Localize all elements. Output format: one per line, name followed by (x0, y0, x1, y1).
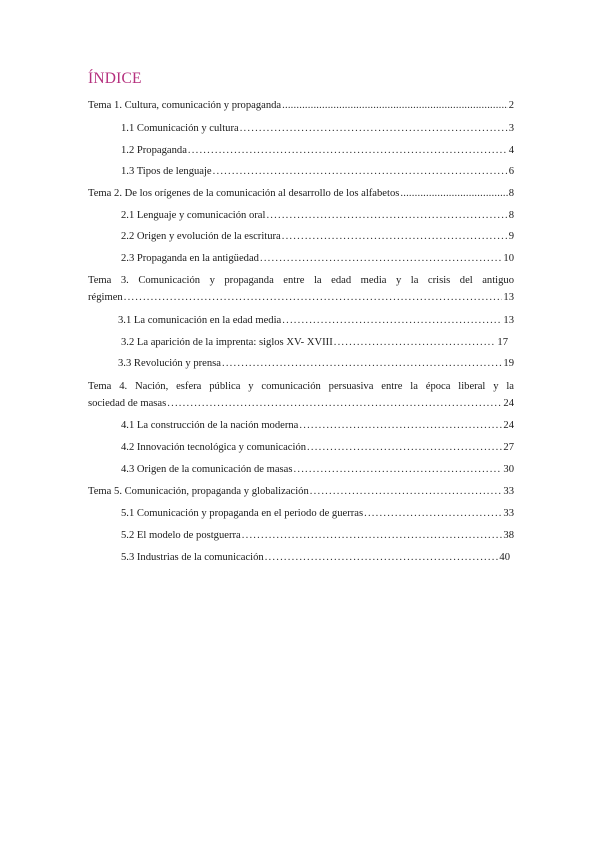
toc-page-number: 24 (503, 398, 514, 409)
toc-leader (260, 251, 502, 267)
toc-entry-1-2[interactable] (121, 143, 514, 159)
toc-page-number: 6 (508, 166, 514, 177)
toc-entry-tema-5[interactable] (88, 484, 514, 500)
toc-page-number: 4 (508, 145, 514, 156)
toc-entry-2-3[interactable] (121, 251, 514, 267)
toc-entry-2-1[interactable] (121, 208, 514, 224)
toc-page-number: 10 (503, 253, 514, 264)
toc-entry-label: 4.2 Innovación tecnológica y comunicación (121, 442, 307, 453)
toc-entry-4-1[interactable] (121, 418, 514, 434)
toc-leader (310, 484, 503, 500)
toc-leader (334, 335, 497, 351)
toc-page-number: 38 (503, 530, 514, 541)
toc-entry-4-3[interactable] (121, 462, 514, 478)
toc-entry-tema-2[interactable] (88, 186, 514, 202)
toc-leader (240, 121, 508, 137)
toc-leader (188, 143, 508, 159)
toc-leader (222, 356, 502, 372)
toc-page-number: 40 (499, 552, 510, 563)
toc-entry-label: sociedad de masas (88, 398, 167, 409)
toc-entry-label: 1.2 Propaganda (121, 145, 187, 156)
toc-entry-1-3[interactable] (121, 164, 514, 180)
toc-entry-tema-3-line1[interactable]: Tema 3. Comunicación y propaganda entre la edad media y la crisis del antiguo (88, 275, 514, 286)
toc-entry-label: Tema 2. De los orígenes de la comunicación al desarrollo de los alfabetos (88, 188, 400, 199)
toc-entry-label: 5.3 Industrias de la comunicación (121, 552, 264, 563)
toc-entry-1-1[interactable] (121, 121, 514, 137)
toc-leader (282, 98, 508, 114)
toc-page-number: 24 (503, 420, 514, 431)
toc-page-number: 8 (508, 188, 514, 199)
toc-leader (124, 290, 503, 306)
toc-page-number: 13 (503, 315, 514, 326)
toc-page-number: 30 (503, 464, 514, 475)
toc-entry-label: 5.1 Comunicación y propaganda en el periodo de guerras (121, 508, 364, 519)
toc-entry-5-1[interactable] (121, 506, 514, 522)
toc-page-number: 13 (503, 292, 514, 303)
toc-leader (400, 186, 507, 202)
toc-entry-2-2[interactable] (121, 229, 514, 245)
toc-page-number: 33 (503, 508, 514, 519)
toc-entry-3-2[interactable] (121, 335, 508, 351)
toc-entry-label: 2.2 Origen y evolución de la escritura (121, 231, 281, 242)
toc-leader (282, 313, 502, 329)
toc-entry-5-2[interactable] (121, 528, 514, 544)
toc-entry-3-3[interactable] (118, 356, 514, 372)
toc-leader (167, 396, 502, 412)
toc-entry-label: régimen (88, 292, 123, 303)
index-title: ÍNDICE (88, 70, 142, 87)
toc-entry-5-3[interactable] (121, 550, 510, 566)
toc-entry-label: 4.1 La construcción de la nación moderna (121, 420, 299, 431)
toc-entry-label: 3.2 La aparición de la imprenta: siglos XV- XVIII (121, 337, 333, 348)
toc-entry-label: 4.3 Origen de la comunicación de masas (121, 464, 293, 475)
toc-entry-label: 3.3 Revolución y prensa (118, 358, 221, 369)
toc-entry-3-1[interactable] (118, 313, 514, 329)
toc-page-number: 8 (508, 210, 514, 221)
toc-entry-tema-4-line1[interactable]: Tema 4. Nación, esfera pública y comunicación persuasiva entre la época liberal y la (88, 381, 514, 392)
toc-leader (266, 208, 507, 224)
toc-entry-label: Tema 5. Comunicación, propaganda y globalización (88, 486, 309, 497)
toc-page-number: 17 (497, 337, 508, 348)
toc-entry-4-2[interactable] (121, 440, 514, 456)
toc-leader (299, 418, 502, 434)
toc-entry-label: 2.3 Propaganda en la antigüedad (121, 253, 259, 264)
toc-page-number: 19 (503, 358, 514, 369)
toc-page-number: 27 (503, 442, 514, 453)
toc-entry-tema-1[interactable] (88, 98, 514, 114)
toc-page-number: 2 (508, 100, 514, 111)
toc-page-number: 33 (503, 486, 514, 497)
toc-entry-tema-3-line2[interactable] (88, 290, 514, 306)
toc-page-number: 9 (508, 231, 514, 242)
toc-entry-label: Tema 1. Cultura, comunicación y propaganda (88, 100, 282, 111)
toc-leader (294, 462, 503, 478)
toc-page-number: 3 (508, 123, 514, 134)
toc-entry-label: 1.1 Comunicación y cultura (121, 123, 239, 134)
toc-leader (213, 164, 508, 180)
toc-leader (364, 506, 502, 522)
toc-leader (265, 550, 499, 566)
toc-entry-label: 1.3 Tipos de lenguaje (121, 166, 212, 177)
toc-entry-label: 2.1 Lenguaje y comunicación oral (121, 210, 266, 221)
toc-entry-label: 3.1 La comunicación en la edad media (118, 315, 282, 326)
toc-leader (282, 229, 508, 245)
toc-leader (307, 440, 502, 456)
toc-entry-tema-4-line2[interactable] (88, 396, 514, 412)
toc-entry-label: 5.2 El modelo de postguerra (121, 530, 241, 541)
toc-leader (242, 528, 503, 544)
